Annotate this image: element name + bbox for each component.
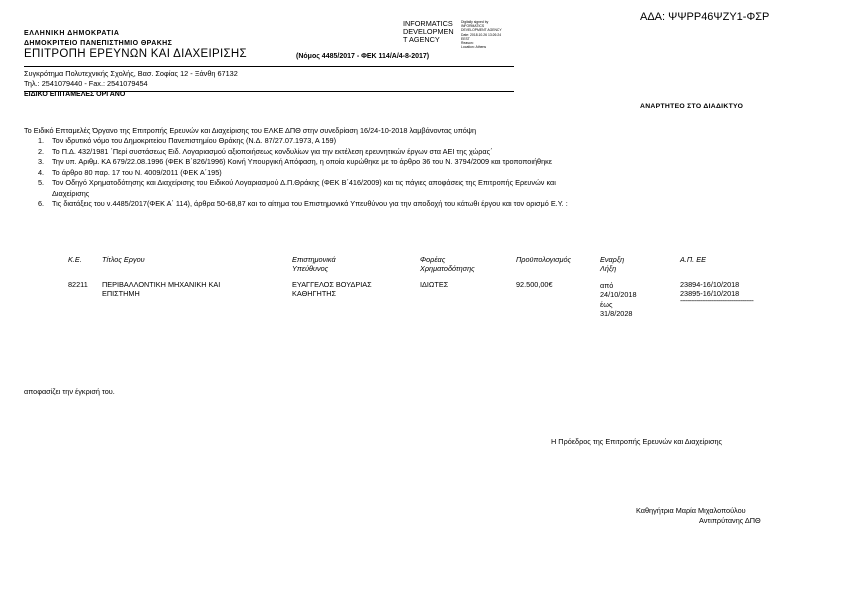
condition-number: 2. xyxy=(38,146,45,156)
condition-number: 5. xyxy=(38,178,45,187)
cell-funder: ΙΔΙΩΤΕΣ xyxy=(420,280,449,289)
condition-text: Τον Οδηγό Χρηματοδότησης και Διαχείρισης του Ειδικού Λογαριασμού Δ.Π.Θράκης (ΦΕΚ Β΄416/2009) και τις πάγιες αποφάσεις της Επιτροπής Ερευνών και xyxy=(52,178,556,187)
condition-number: 6. xyxy=(38,199,45,208)
cell-title: ΠΕΡΙΒΑΛΛΟΝΤΙΚΗ ΜΗΧΑΝΙΚΗ ΚΑΙ ΕΠΙΣΤΗΜΗ xyxy=(102,280,221,298)
condition-number: 1. xyxy=(38,136,45,145)
cell-supervisor: ΕΥΑΓΓΕΛΟΣ ΒΟΥΔΡΙΑΣ ΚΑΘΗΓΗΤΗΣ xyxy=(292,280,372,298)
logo-line2: DEVELOPMEN xyxy=(403,27,454,36)
header-phones: Τηλ.: 2541079440 - Fax.: 2541079454 xyxy=(24,79,148,88)
conditions-list xyxy=(24,137,804,217)
intro-text: Το Ειδικό Επταμελές Όργανο της Επιτροπής Ερευνών και Διαχείρισης του ΕΛΚΕ ΔΠΘ στην συνεδρίαση 16/24-10-2018 λαμβάνοντας υπόψη xyxy=(24,126,477,135)
condition-text: Διαχείρισης xyxy=(52,188,90,198)
col-header-supervisor: Επιστημονικά Υπεύθυνος xyxy=(292,255,336,273)
col-header-title: Τίτλος Εργου xyxy=(102,255,145,264)
signature-name: Καθηγήτρια Μαρία Μιχαλοπούλου xyxy=(636,506,746,515)
cell-budget: 92.500,00€ xyxy=(516,280,553,289)
cell-protocol: 23894-16/10/2018 23895-16/10/2018 xyxy=(680,280,740,298)
header-rule xyxy=(24,66,514,67)
col-header-protocol: Α.Π. ΕΕ xyxy=(680,255,706,264)
sig-line: DEVELOPMENT AGENCY xyxy=(461,28,502,33)
digital-signature-stamp xyxy=(403,20,523,54)
header-address: Συγκρότημα Πολυτεχνικής Σχολής, Βασ. Σοφίας 12 - Ξάνθη 67132 xyxy=(24,69,238,78)
col-header-budget: Προϋπολογισμός xyxy=(516,255,572,264)
sig-line: INFORMATICS xyxy=(461,24,485,29)
col-header-dates: Εναρξη Λήξη xyxy=(600,255,625,273)
ada-code: ΑΔΑ: ΨΨΡΡ46ΨΖΥ1-ΦΣΡ xyxy=(640,11,770,23)
condition-text: Τον ιδρυτικό νόμο του Δημοκριτείου Πανεπιστημίου Θράκης (Ν.Δ. 87/27.07.1973, Α 159) xyxy=(52,136,337,145)
sig-line: Reason: xyxy=(461,41,474,46)
cell-protocol-dashes: ---------------------------------------- xyxy=(680,296,754,305)
condition-text: Την υπ. Αριθμ. ΚΑ 679/22.08.1996 (ΦΕΚ Β΄826/1996) Κοινή Υπουργική Απόφαση, η οποία κυρώθηκε με το άρθρο 36 του Ν. 3794/2009 και τροποποιήθηκε xyxy=(52,157,553,166)
header-line2: ΔΗΜΟΚΡΙΤΕΙΟ ΠΑΝΕΠΙΣΤΗΜΙΟ ΘΡΑΚΗΣ xyxy=(24,40,173,47)
condition-text: Το Π.Δ. 432/1981 ΄Περί συστάσεως Ειδ. Λογαριασμού αξιοποιήσεως κονδυλίων για την εκτέλεση ερευνητικών έργων στα ΑΕΙ της χώρας΄ xyxy=(52,146,493,156)
sig-line: Location: Athens xyxy=(461,45,487,50)
header-line1: ΕΛΛΗΝΙΚΗ ΔΗΜΟΚΡΑΤΙΑ xyxy=(24,30,120,37)
signature-role: Η Πρόεδρος της Επιτροπής Ερευνών και Διαχείρισης xyxy=(551,437,723,446)
header-law: (Νόμος 4485/2017 - ΦΕΚ 114/Α/4-8-2017) xyxy=(296,53,430,60)
signature-title: Αντιπρύτανης ΔΠΘ xyxy=(699,516,761,525)
header-organ: ΕΙΔΙΚΟ ΕΠΙΤΑΜΕΛΕΣ ΟΡΓΑΝΟ xyxy=(24,91,126,98)
cell-dates: από 24/10/2018 έως 31/8/2028 xyxy=(600,281,637,319)
logo-line1: INFORMATICS xyxy=(403,19,453,28)
condition-text: Τις διατάξεις του ν.4485/2017(ΦΕΚ Α΄ 114), άρθρα 50-68,87 και το αίτημα του Επιστημονικά Υπευθύνου για την αποδοχή του κάτωθι έργου και τον ορισμό Ε.Υ. : xyxy=(52,199,568,208)
header-title: ΕΠΙΤΡΟΠΗ ΕΡΕΥΝΩΝ ΚΑΙ ΔΙΑΧΕΙΡΙΣΗΣ xyxy=(24,48,247,60)
signature-small-text xyxy=(461,20,502,49)
condition-number: 3. xyxy=(38,157,45,166)
condition-text: Το άρθρο 80 παρ. 17 του Ν. 4009/2011 (ΦΕΚ Α΄195) xyxy=(52,167,222,177)
col-header-funder: Φορέας Χρηματοδότησης xyxy=(420,255,475,273)
sig-line: Date: 2018.10.26 13:26:24 xyxy=(461,32,502,37)
decision-text: αποφασίζει την έγκρισή του. xyxy=(24,387,115,396)
publication-note: ΑΝΑΡΤΗΤΕΟ ΣΤΟ ΔΙΑΔΙΚΤΥΟ xyxy=(640,103,744,110)
sig-line: Digitally signed by xyxy=(461,20,489,24)
col-header-ke: Κ.Ε. xyxy=(68,255,82,264)
cell-ke: 82211 xyxy=(68,280,88,289)
condition-number: 4. xyxy=(38,167,45,177)
sig-line: EEST xyxy=(461,36,470,41)
logo-line3: T AGENCY xyxy=(403,35,440,44)
